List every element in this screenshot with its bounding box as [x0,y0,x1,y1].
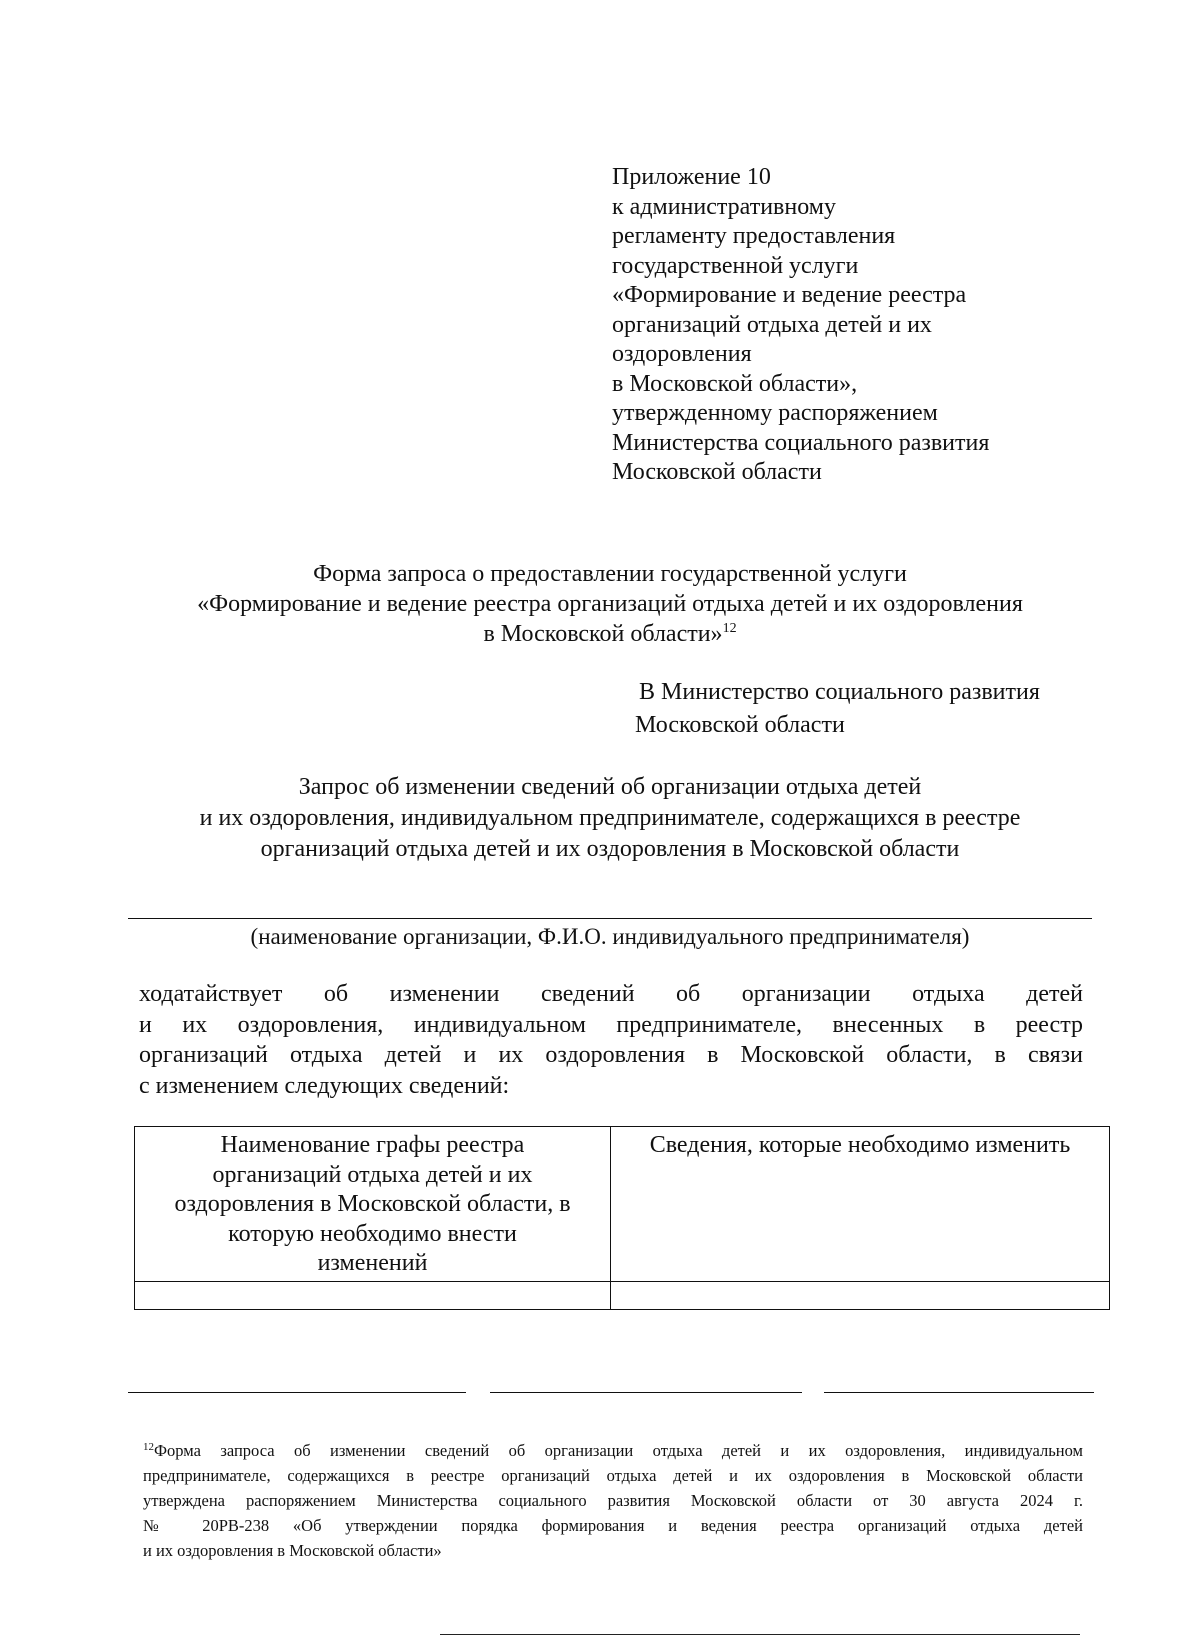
appendix-line: утвержденному распоряжением [612,400,938,426]
signature-line-name[interactable] [824,1392,1094,1393]
form-title-line: «Формирование и ведение реестра организаций отдыха детей и их оздоровления [197,591,1023,617]
footnote-line: № 20РВ-238 «Об утверждении порядка формирования и ведения реестра организаций отдыха детей [143,1516,1083,1535]
appendix-line: «Формирование и ведение реестра [612,282,967,308]
footnote-marker: 12 [143,1441,154,1453]
table-header-row [135,1127,1110,1282]
footnote-line-text: Форма запроса об изменении сведений об организации отдыха детей и их оздоровления, индивидуальном [154,1441,1083,1460]
header-line: Наименование графы реестра [220,1132,525,1158]
footnote-reference[interactable]: 12 [722,621,737,636]
appendix-line: к административному [612,193,836,220]
changes-table [134,1126,1110,1310]
addressee-line: Московской области [635,712,845,738]
request-title-line: организаций отдыха детей и их оздоровления в Московской области [260,836,960,862]
form-title [110,559,1110,649]
body-text-line: ходатайствует об изменении сведений об организации отдыха детей [139,981,1083,1007]
signature-line-position[interactable] [128,1392,466,1393]
signature-line-signature[interactable] [490,1392,802,1393]
form-title-line: Форма запроса о предоставлении государственной услуги [313,561,907,587]
header-cell-register-column [135,1127,611,1282]
header-line: которую необходимо внести [228,1220,517,1247]
table-row [135,1281,1110,1309]
organization-name-caption: (наименование организации, Ф.И.О. индивидуального предпринимателя) [250,924,970,949]
table-cell-info-to-change[interactable] [611,1281,1110,1309]
request-title-line: и их оздоровления, индивидуальном предпринимателе, содержащихся в реестре [199,805,1021,831]
request-body-text [139,979,1083,1101]
appendix-line: Приложение 10 [612,164,771,190]
appendix-line: государственной услуги [612,252,859,279]
addressee-block [635,676,1040,742]
footnote [143,1438,1083,1563]
request-title-line: Запрос об изменении сведений об организации отдыха детей [298,774,922,800]
header-line: оздоровления в Московской области, в [174,1191,571,1217]
appendix-line: организаций отдыха детей и их [612,311,932,338]
appendix-line: в Московской области», [612,370,858,397]
appendix-line: Министерства социального развития [612,429,990,456]
footnote-line [143,1438,1083,1463]
bottom-divider [440,1634,1080,1635]
form-title-line-text: в Московской области» [483,621,723,647]
body-text-line: организаций отдыха детей и их оздоровления в Московской области, в связи [139,1042,1083,1068]
header-line: изменений [317,1250,428,1276]
header-cell-info-to-change: Сведения, которые необходимо изменить [611,1127,1110,1282]
footnote-line: утверждена распоряжением Министерства социального развития Московской области от 30 августа 2024 г. [143,1491,1083,1510]
organization-name-field[interactable] [128,918,1092,919]
body-text-line: с изменением следующих сведений: [139,1072,510,1099]
body-text-line: и их оздоровления, индивидуальном предпринимателе, внесенных в реестр [139,1011,1083,1038]
footnote-line: предпринимателе, содержащихся в реестре организаций отдыха детей и их оздоровления в Московской области [143,1466,1083,1485]
table-cell-register-column[interactable] [135,1281,611,1309]
header-line: организаций отдыха детей и их [212,1161,533,1188]
footnote-line: и их оздоровления в Московской области» [143,1541,442,1560]
appendix-line: регламенту предоставления [612,223,896,249]
appendix-block [612,163,1132,488]
addressee-line: В Министерство социального развития [639,679,1040,705]
request-title [110,772,1110,865]
appendix-line: Московской области [612,459,822,485]
appendix-line: оздоровления [612,341,752,367]
form-title-line [110,619,1110,649]
